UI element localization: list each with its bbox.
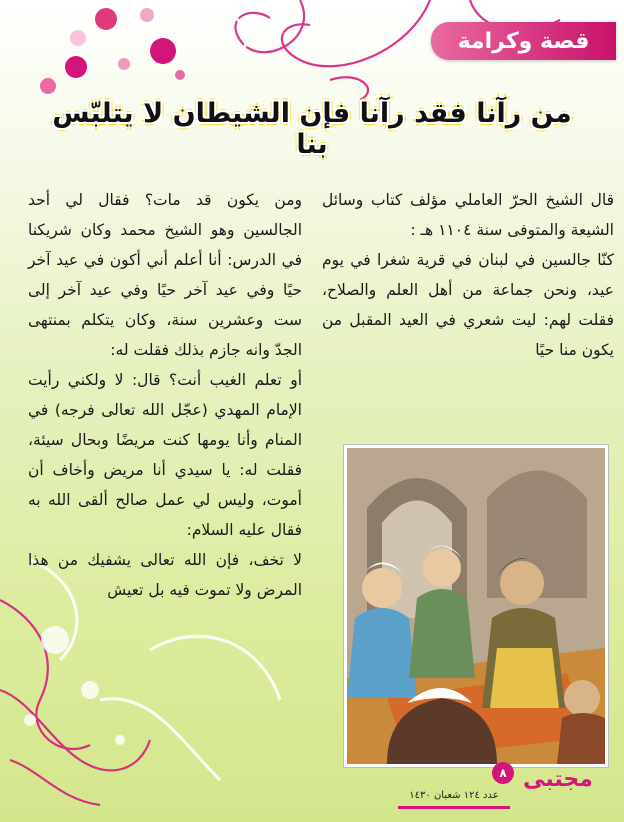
magazine-logo: مجتبى [523, 766, 593, 792]
dot-ornament [70, 30, 86, 46]
illustration-scene-icon [347, 448, 605, 764]
dot-ornament [140, 8, 154, 22]
dot-ornament [118, 58, 130, 70]
issue-info: عدد ١٢٤ شعبان ١٤٣٠ [398, 790, 510, 809]
dot-ornament [65, 56, 87, 78]
dot-ornament [175, 70, 185, 80]
dot-ornament [40, 78, 56, 94]
text-column-left [28, 185, 302, 605]
paragraph: لا تخف، فإن الله تعالى يشفيك من هذا المرض ولا تموت فيه بل تعيش [28, 551, 302, 599]
page-number: ٨ [492, 762, 514, 784]
dot-ornament [95, 8, 117, 30]
paragraph: أو تعلم الغيب أنت؟ قال: لا ولكني رأيت الإمام المهدي (عجّل الله تعالى فرجه) في المنام وأنا يومها كنت مريضًا وبحال سيئة، فقلت له: يا سيدي أنا مريض وأخاف أن أموت، وليس لي عمل صالح ألقى الله به فقال عليه السلام: [28, 371, 302, 539]
dot-ornament [150, 38, 176, 64]
paragraph: كنّا جالسين في لبنان في قرية شغرا في يوم عيد، ونحن جماعة من أهل العلم والصلاح، فقلت لهم: ليت شعري في العيد المقبل من يكون منا حيًا [322, 251, 614, 359]
section-label: قصة وكرامة [431, 22, 616, 60]
page-title: من رآنا فقد رآنا فإن الشيطان لا يتلبّس بنا [52, 98, 572, 160]
paragraph: ومن يكون قد مات؟ فقال لي أحد الجالسين وهو الشيخ محمد وكان شريكنا في الدرس: أنا أعلم أني أكون في عيد آخر حيًا وفي عيد آخر حيًا وفي عيد آخر إلى ست وعشرين سنة، وكان يتكلم بمنتهى الجدّ وانه جازم بذلك فقلت له: [28, 191, 302, 359]
text-column-right [322, 185, 614, 365]
story-illustration [344, 445, 608, 767]
paragraph: قال الشيخ الحرّ العاملي مؤلف كتاب وسائل الشيعة والمتوفى سنة ١١٠٤ هـ : [322, 191, 614, 239]
